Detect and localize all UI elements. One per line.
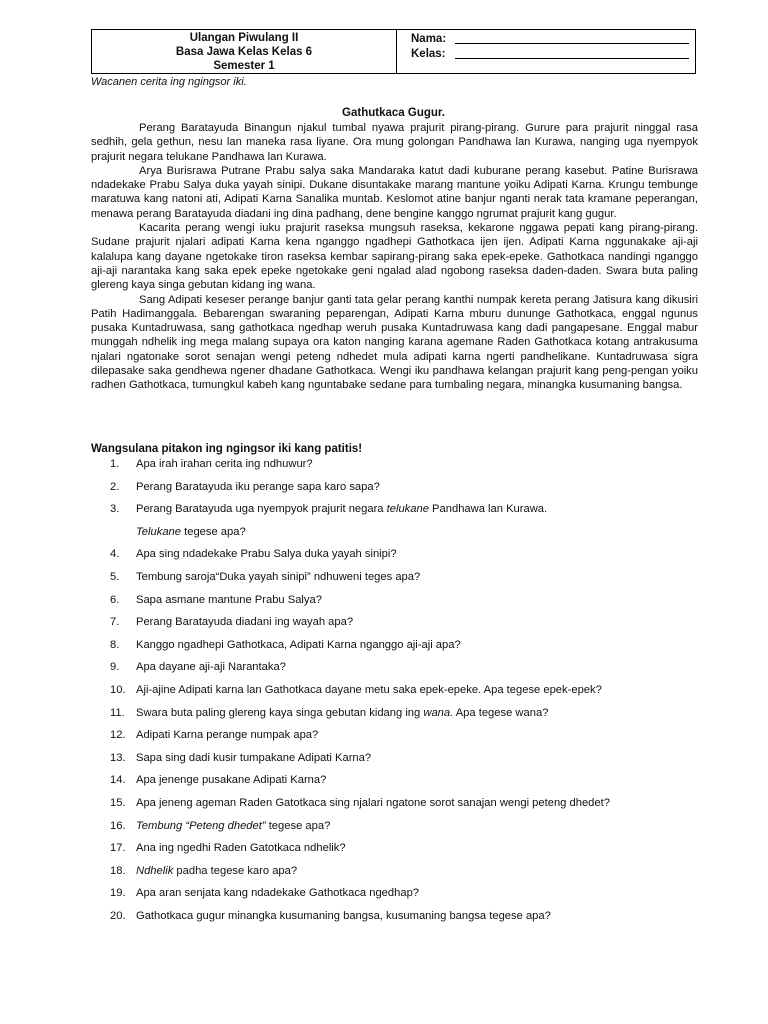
question-number: 17. [110,842,126,855]
question-text [136,820,330,832]
question-item [110,774,710,797]
question-item [110,842,710,865]
question-text: Sapa sing dadi kusir tumpakane Adipati Karna? [136,751,372,764]
question-list [110,458,710,932]
questions-instruction: Wangsulana pitakon ing ngingsor iki kang patitis! [91,443,363,455]
question-emphasis: telukane [386,503,429,516]
question-item [110,910,710,933]
question-number: 3. [110,503,120,516]
exam-semester: Semester 1 [213,59,275,72]
exam-title: Ulangan Piwulang II [189,31,299,44]
question-number: 11. [110,706,125,719]
question-item [110,503,710,526]
question-item [110,481,710,504]
question-item [110,571,710,594]
question-number: 16. [110,819,126,832]
question-number: 4. [110,548,120,561]
question-number: 18. [110,864,126,877]
question-item [110,729,710,752]
reading-instruction: Wacanen cerita ing ngingsor iki. [91,76,247,88]
question-number: 14. [110,774,126,787]
question-text: Gathotkaca gugur minangka kusumaning bangsa, kusumaning bangsa tegese apa? [136,909,551,922]
question-text: Kanggo ngadhepi Gathotkaca, Adipati Karna nganggo aji-aji apa? [136,638,461,651]
question-item [110,707,710,730]
question-number: 7. [110,616,120,629]
question-text: Perang Baratayuda iku perange sapa karo sapa? [136,480,380,493]
question-number: 8. [110,638,120,651]
question-number: 13. [110,751,126,764]
question-emphasis: Tembung “Peteng dhedet” [136,819,266,832]
story-text [91,121,698,393]
question-text: Apa irah irahan cerita ing ndhuwur? [136,458,313,470]
question-item [110,752,710,775]
question-emphasis: Telukane [136,525,181,538]
question-text-part: Apa tegese wana? [453,706,549,719]
exam-subject: Basa Jawa Kelas Kelas 6 [175,45,313,58]
question-number: 6. [110,593,120,606]
class-field-row [411,47,695,62]
question-item [110,797,710,820]
question-number: 1. [110,458,120,470]
question-text: Ana ing ngedhi Raden Gatotkaca ndhelik? [136,842,346,855]
question-emphasis: Ndhelik [136,864,174,877]
question-text: Perang Baratayuda diadani ing wayah apa? [136,616,354,629]
question-text: Apa sing ndadekake Prabu Salya duka yayah sinipi? [136,548,397,561]
story-paragraph: Kacarita perang wengi iuku prajurit raseksa mungsuh raseksa, kekarone nggawa pepati kang pirang-pirang. Sudane prajurit njalari adipati Karna kena nganggo ngadhepi Gathotkaca ijen ijen. Adipati Karna nggunakake aji-aji kalalupa kang dayane ngetokake tiron raseksa kembar sapirang-pirang saka epek-epeke. Gathotkaca nandingi nganggo aji-aji narantaka kang saka epek epeke ngetokake geni ngalad alad ngobong raseksa daden-daden. Swara buta paling glereng kaya singa gebutan kidang ing wana. [91,222,698,292]
question-item [110,865,710,888]
question-item [110,661,710,684]
question-item [110,887,710,910]
question-text [136,865,297,877]
header-table [91,29,696,74]
question-number: 2. [110,480,120,493]
story-paragraph: Sang Adipati keseser perange banjur ganti tata gelar perang kanthi numpak kereta perang Jatisura kang dikusiri Patih Hadimanggala. Bebarengan swaraning peparengan, Adipati Karna mburu dunungе Gathotkaca, enggal ngunus pusaka Kuntadruwasa, sang gathotkaca ngedhap weruh pusaka Kuntadruwasa kang dadi pangapesane. Enggal mabur munggah ndhelik ing mega malang supaya ora katon nanging karana agemane Raden Gathotkaca kotang antrakusuma njalari ngatonake sorot senajan wengi peteng ndhedet mula adipati karna ngerti pandhelikane. Kuntadruwasa sigra dilepasake saka gendhewa ngener dhadane Gathotkaca. Wengi iku pandhawa kelangan prajurit kang peng-pengan yoiku radhen Gathotkaca, tumungkul kabeh kang nguntabake sedane para tumbaling negara, minangka kusumaning bangsa. [91,293,698,392]
name-field-row [411,32,695,47]
story-title: Gathutkaca Gugur. [342,107,445,119]
question-text: Tembung saroja“Duka yayah sinipi” ndhuweni teges apa? [136,570,421,583]
question-text: Apa dayane aji-aji Narantaka? [136,661,286,674]
class-blank[interactable] [455,47,689,59]
question-item [110,820,710,843]
question-number: 9. [110,661,120,674]
name-blank[interactable] [455,32,689,44]
exam-info [92,30,397,73]
question-item [110,526,710,549]
student-info [397,30,695,73]
question-item [110,639,710,662]
question-number: 10. [110,683,126,696]
question-text [136,503,547,515]
question-text: Sapa asmane mantune Prabu Salya? [136,593,322,606]
question-text [136,526,246,538]
question-number: 12. [110,729,126,742]
question-emphasis: wana. [423,706,454,719]
question-text-part: tegese apa? [181,525,246,538]
question-text-part: padha tegese karo apa? [173,864,298,877]
name-label: Nama: [411,33,447,45]
class-label: Kelas: [411,48,446,60]
question-number: 19. [110,887,126,900]
question-item [110,684,710,707]
question-text: Apa aran senjata kang ndadekake Gathotkaca ngedhap? [136,887,420,900]
question-item [110,594,710,617]
question-item [110,548,710,571]
story-paragraph: Arya Burisrawa Putrane Prabu salya saka Mandaraka katut dadi kuburane perang kasebut. Patine Burisrawa ndadekake Prabu Salya duka yayah sinipi. Dukane disuntakake marang mantune yoiku Adipati Karna. Krungu tembunge maratuwa kang natoni ati, Adipati Karna Sanalika muntab. Keslomot atine banjur nganti nerak tata kramane peperangan, menawa perang Baratayuda diadani ing dina padhang, dene bengine kanggo ngrumat prajurit kang gugur. [91,164,698,220]
story-paragraph: Perang Baratayuda Binangun njakul tumbal nyawa prajurit pirang-pirang. Gurure para prajurit ninggal rasa sedhih, gela gethun, nesu lan maneka rasa liyane. Ora mung golongan Pandhawa lan Kurawa, nanging uga nyempyok prajurit negara telukane Pandhawa lan Kurawa. [91,122,698,163]
question-number: 5. [110,570,120,583]
question-text-part: Swara buta paling glereng kaya singa gebutan kidang ing [136,706,424,719]
question-text: Apa jeneng ageman Raden Gatotkaca sing njalari ngatone sorot sanajan wengi peteng dhedet? [136,796,610,809]
question-number: 20. [110,909,126,922]
question-item [110,616,710,639]
question-text [136,707,548,719]
question-number: 15. [110,796,126,809]
question-text-part: Perang Baratayuda uga nyempyok prajurit negara [136,503,387,516]
question-text: Aji-ajine Adipati karna lan Gathotkaca dayane metu saka epek-epeke. Apa tegese epek-epek? [136,683,602,696]
question-item [110,458,710,481]
question-text-part: Pandhawa lan Kurawa. [428,503,548,516]
question-text-part: tegese apa? [265,819,331,832]
question-text: Adipati Karna perange numpak apa? [136,729,319,742]
question-text: Apa jenenge pusakane Adipati Karna? [136,774,327,787]
